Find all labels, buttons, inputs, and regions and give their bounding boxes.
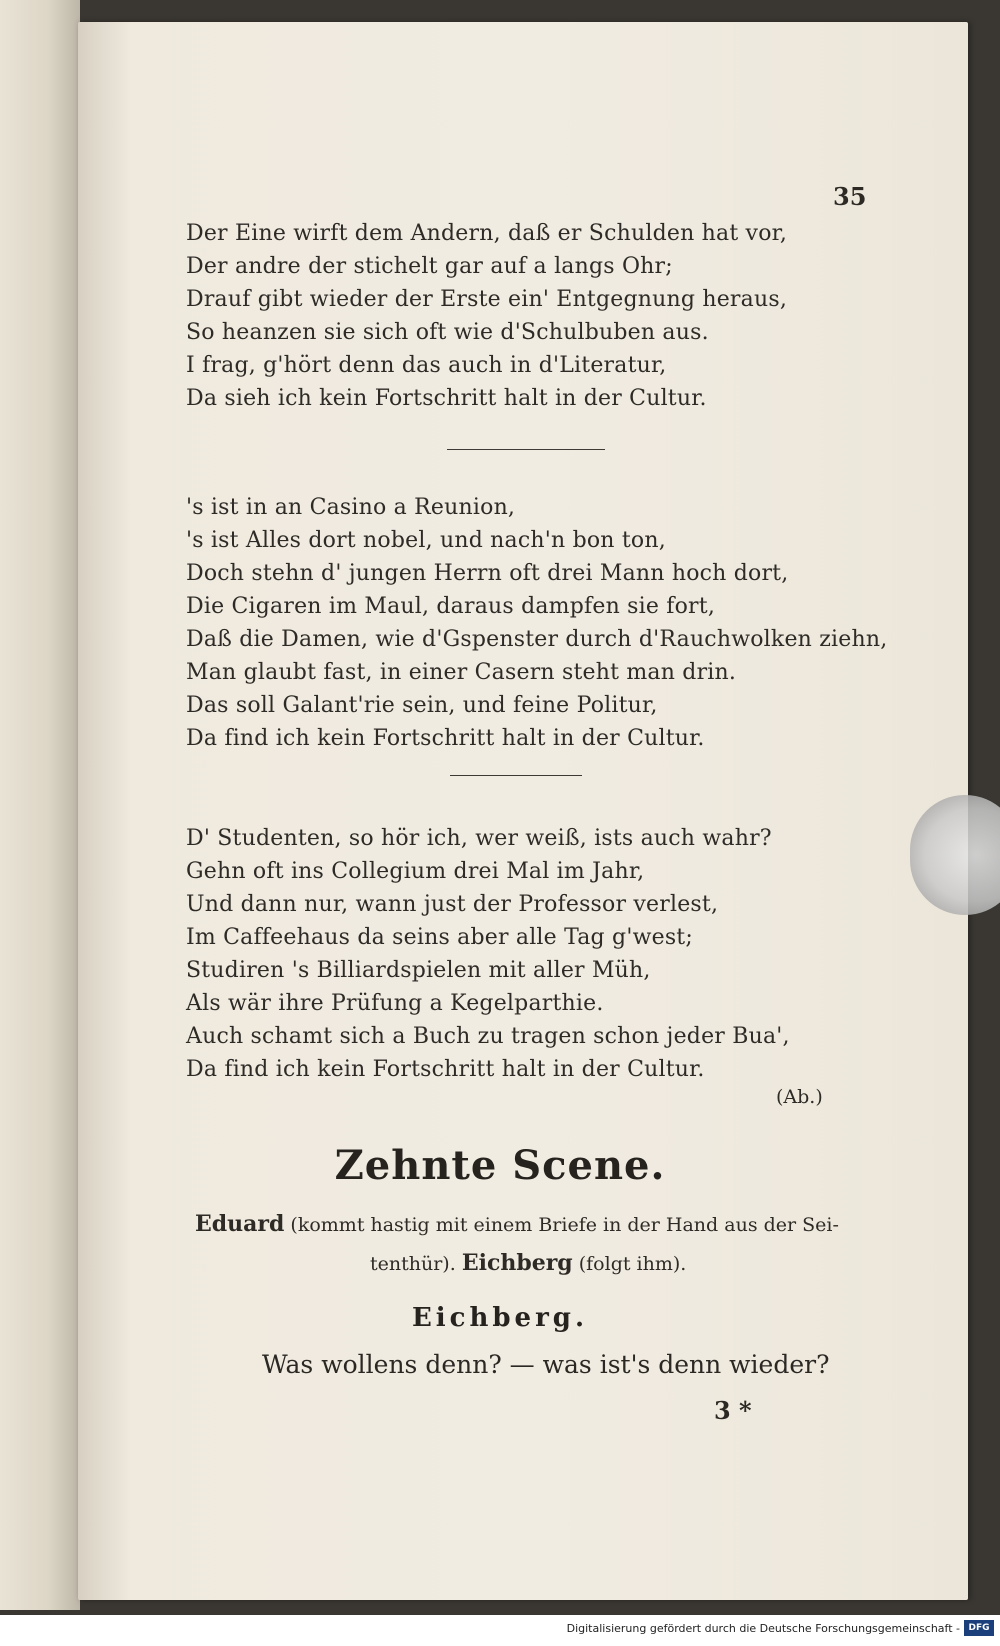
- stanza-divider: [447, 449, 605, 450]
- verse-line: Da sieh ich kein Fortschritt halt in der Cultur.: [186, 386, 707, 411]
- stanza-3: [186, 822, 790, 1086]
- verse-line: Auch schamt sich a Buch zu tragen schon jeder Bua',: [186, 1024, 790, 1049]
- stage-text: (folgt ihm).: [578, 1253, 687, 1275]
- verse-line: Studiren 's Billiardspielen mit aller Müh,: [186, 958, 651, 983]
- verse-line: Da find ich kein Fortschritt halt in der Cultur.: [186, 726, 705, 751]
- character-name: Eichberg: [461, 1250, 573, 1276]
- verse-line: Und dann nur, wann just der Professor verlest,: [186, 892, 719, 917]
- dfg-logo-icon: DFG: [964, 1620, 994, 1636]
- footer-bar: [0, 1615, 1000, 1646]
- verse-line: Gehn oft ins Collegium drei Mal im Jahr,: [186, 859, 645, 884]
- stage-text: (kommt hastig mit einem Briefe in der Hand aus der Sei-: [290, 1214, 839, 1236]
- left-page-edge: [0, 0, 80, 1610]
- scene-heading: Zehnte Scene.: [334, 1142, 666, 1189]
- verse-line: Doch stehn d' jungen Herrn oft drei Mann hoch dort,: [186, 561, 789, 586]
- exit-direction: (Ab.): [776, 1086, 823, 1108]
- footer-credit: Digitalisierung gefördert durch die Deutsche Forschungsgemeinschaft -: [566, 1622, 960, 1635]
- verse-line: Im Caffeehaus da seins aber alle Tag g'west;: [186, 925, 693, 950]
- verse-line: Da find ich kein Fortschritt halt in der Cultur.: [186, 1057, 705, 1082]
- page-number: 35: [833, 182, 867, 211]
- verse-line: Als wär ihre Prüfung a Kegelparthie.: [186, 991, 604, 1016]
- verse-line: Drauf gibt wieder der Erste ein' Entgegnung heraus,: [186, 287, 788, 312]
- stage-direction: [195, 1205, 845, 1283]
- stage-text: tenthür).: [370, 1253, 456, 1275]
- speech-line: Was wollens denn? — was ist's denn wieder?: [262, 1350, 830, 1379]
- stanza-divider: [450, 775, 582, 776]
- scanner-thumb-shadow: [910, 795, 1000, 915]
- verse-line: Die Cigaren im Maul, daraus dampfen sie fort,: [186, 594, 716, 619]
- verse-line: Das soll Galant'rie sein, und feine Politur,: [186, 693, 658, 718]
- verse-line: D' Studenten, so hör ich, wer weiß, ists auch wahr?: [186, 826, 772, 851]
- verse-line: Man glaubt fast, in einer Casern steht man drin.: [186, 660, 737, 685]
- stanza-1: [186, 217, 787, 415]
- character-name: Eduard: [195, 1211, 285, 1237]
- stage-line-2: [195, 1244, 845, 1283]
- speaker-name: Eichberg.: [411, 1303, 589, 1333]
- verse-line: Der Eine wirft dem Andern, daß er Schulden hat vor,: [186, 221, 788, 246]
- verse-line: 's ist Alles dort nobel, und nach'n bon ton,: [186, 528, 666, 553]
- verse-line: Daß die Damen, wie d'Gspenster durch d'Rauchwolken ziehn,: [186, 627, 888, 652]
- stanza-2: [186, 491, 887, 755]
- verse-line: So heanzen sie sich oft wie d'Schulbuben aus.: [186, 320, 709, 345]
- verse-line: 's ist in an Casino a Reunion,: [186, 495, 516, 520]
- signature-mark: 3 *: [714, 1396, 752, 1425]
- verse-line: Der andre der stichelt gar auf a langs Ohr;: [186, 254, 673, 279]
- verse-line: I frag, g'hört denn das auch in d'Literatur,: [186, 353, 667, 378]
